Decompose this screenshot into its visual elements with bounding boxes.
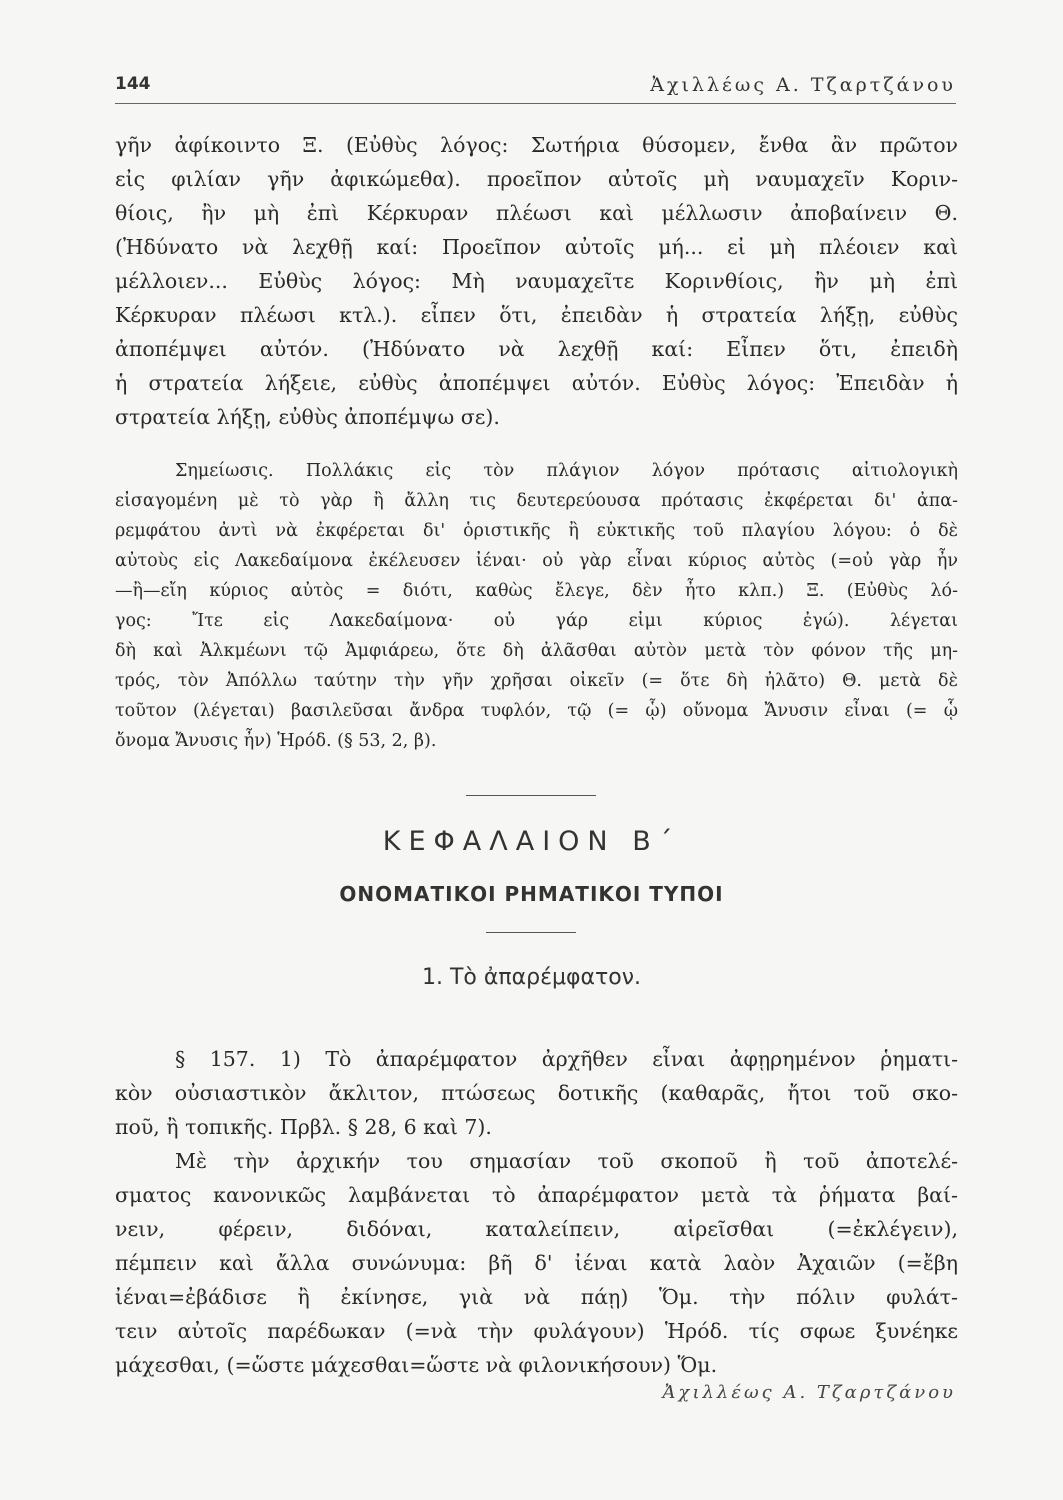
top-paragraph: [115, 128, 958, 434]
text-line: κὸν οὐσιαστικὸν ἄκλιτον, πτώσεως δοτικῆς (καθαρᾶς, ἤτοι τοῦ σκο-: [115, 1081, 958, 1105]
text-line: σματος κανονικῶς λαμβάνεται τὸ ἀπαρέμφατον μετὰ τὰ ῥήματα βαί-: [115, 1183, 958, 1207]
text-line: εἰς φιλίαν γῆν ἀφικώμεθα). προεῖπον αὐτοῖς μὴ ναυμαχεῖν Κοριν-: [115, 167, 958, 191]
text-line: μάχεσθαι, (=ὥστε μάχεσθαι=ὥστε νὰ φιλονικήσουν) Ὅμ.: [115, 1353, 718, 1377]
text-line: Κέρκυραν πλέωσι κτλ.). εἶπεν ὅτι, ἐπειδὰν ἡ στρατεία λήξῃ, εὐθὺς: [115, 303, 958, 327]
running-head: Ἀχιλλέως Α. Τζαρτζάνου: [650, 74, 956, 96]
text-line: στρατεία λήξῃ, εὐθὺς ἀποπέμψω σε).: [115, 405, 500, 429]
note-line: ὄνομα Ἄνυσις ἦν) Ἡρόδ. (§ 53, 2, β).: [115, 731, 437, 751]
text-line: Μὲ τὴν ἀρχικήν του σημασίαν τοῦ σκοποῦ ἢ τοῦ ἀποτελέ-: [175, 1149, 958, 1173]
header-rule: [115, 103, 956, 104]
text-line: νειν, φέρειν, διδόναι, καταλείπειν, αἱρεῖσθαι (=ἐκλέγειν),: [115, 1217, 958, 1241]
note-line: ρεμφάτου ἀντὶ νὰ ἐκφέρεται δι' ὁριστικῆς ἢ εὐκτικῆς τοῦ πλαγίου λόγου: ὁ δὲ: [115, 521, 958, 541]
text-line: πέμπειν καὶ ἄλλα συνώνυμα: βῆ δ' ἰέναι κατὰ λαὸν Ἀχαιῶν (=ἔβη: [115, 1251, 958, 1275]
chapter-subtitle: ΟΝΟΜΑΤΙΚΟΙ ΡΗΜΑΤΙΚΟΙ ΤΥΠΟΙ: [339, 882, 724, 906]
note-line: τρός, τὸν Ἀπόλλω ταύτην τὴν γῆν χρῆσαι οἰκεῖν (= ὅτε δὴ ἠλᾶτο) Θ. μετὰ δὲ: [115, 671, 958, 691]
page-header: [115, 74, 956, 100]
section-divider: [466, 795, 596, 796]
text-line: ἰέναι=ἐβάδισε ἢ ἐκίνησε, γιὰ νὰ πάῃ) Ὅμ. τὴν πόλιν φυλάτ-: [115, 1285, 958, 1309]
text-line: ἡ στρατεία λήξειε, εὐθὺς ἀποπέμψει αὐτόν. Εὐθὺς λόγος: Ἐπειδὰν ἡ: [115, 371, 958, 395]
note-line: τοῦτον (λέγεται) βασιλεῦσαι ἄνδρα τυφλόν, τῷ (= ᾧ) οὔνομα Ἄνυσιν εἶναι (= ᾧ: [115, 701, 958, 721]
note-line: γος: Ἴτε εἰς Λακεδαίμονα· οὐ γάρ εἰμι κύριος ἐγώ). λέγεται: [115, 611, 958, 631]
text-line: ποῦ, ἢ τοπικῆς. Πρβλ. § 28, 6 καὶ 7).: [115, 1115, 492, 1139]
section-157-continued: [115, 1144, 958, 1382]
text-line: γῆν ἀφίκοιντο Ξ. (Εὐθὺς λόγος: Σωτήρια θύσομεν, ἔνθα ἂν πρῶτον: [115, 133, 958, 157]
section-157: [115, 1042, 958, 1144]
text-line: τειν αὐτοῖς παρέδωκαν (=νὰ τὴν φυλάγουν) Ἡρόδ. τίς σφωε ξυνέηκε: [115, 1319, 958, 1343]
text-line: ἀποπέμψει αὐτόν. (Ἠδύνατο νὰ λεχθῇ καί: Εἶπεν ὅτι, ἐπειδὴ: [115, 337, 958, 361]
text-line: (Ἠδύνατο νὰ λεχθῇ καί: Προεῖπον αὐτοῖς μή... εἰ μὴ πλέοιεν καὶ: [115, 235, 958, 259]
note-line: δὴ καὶ Ἀλκμέωνι τῷ Ἀμφιάρεω, ὅτε δὴ ἀλᾶσθαι αὐτὸν μετὰ τὸν φόνον τῆς μη-: [115, 641, 958, 661]
chapter-title: ΚΕΦΑΛΑΙΟΝ Β΄: [382, 826, 681, 857]
note-line: —ἢ—εἴη κύριος αὐτὸς = διότι, καθὼς ἔλεγε, δὲν ἦτο κλπ.) Ξ. (Εὐθὺς λό-: [115, 581, 958, 601]
text-line: θίοις, ἢν μὴ ἐπὶ Κέρκυραν πλέωσι καὶ μέλλωσιν ἀποβαίνειν Θ.: [115, 201, 958, 225]
author-signature: Ἀχιλλέως Α. Τζαρτζάνου: [662, 1382, 956, 1403]
note-line: Σημείωσις. Πολλάκις εἰς τὸν πλάγιον λόγον πρότασις αἰτιολογικὴ: [175, 461, 958, 481]
section-title: 1. Τὸ ἀπαρέμφατον.: [422, 965, 641, 990]
chapter-divider: [486, 932, 576, 933]
note-line: εἰσαγομένη μὲ τὸ γὰρ ἢ ἄλλη τις δευτερεύουσα πρότασις ἐκφέρεται δι' ἀπα-: [115, 491, 958, 511]
note-block: [115, 456, 958, 756]
text-line: μέλλοιεν... Εὐθὺς λόγος: Μὴ ναυμαχεῖτε Κορινθίοις, ἢν μὴ ἐπὶ: [115, 269, 958, 293]
text-line: § 157. 1) Τὸ ἀπαρέμφατον ἀρχῆθεν εἶναι ἀφῃρημένον ῥηματι-: [175, 1047, 958, 1071]
note-line: αὐτοὺς εἰς Λακεδαίμονα ἐκέλευσεν ἰέναι· οὐ γὰρ εἶναι κύριος αὐτὸς (=οὐ γὰρ ἦν: [115, 551, 958, 571]
page-number: 144: [115, 74, 151, 94]
